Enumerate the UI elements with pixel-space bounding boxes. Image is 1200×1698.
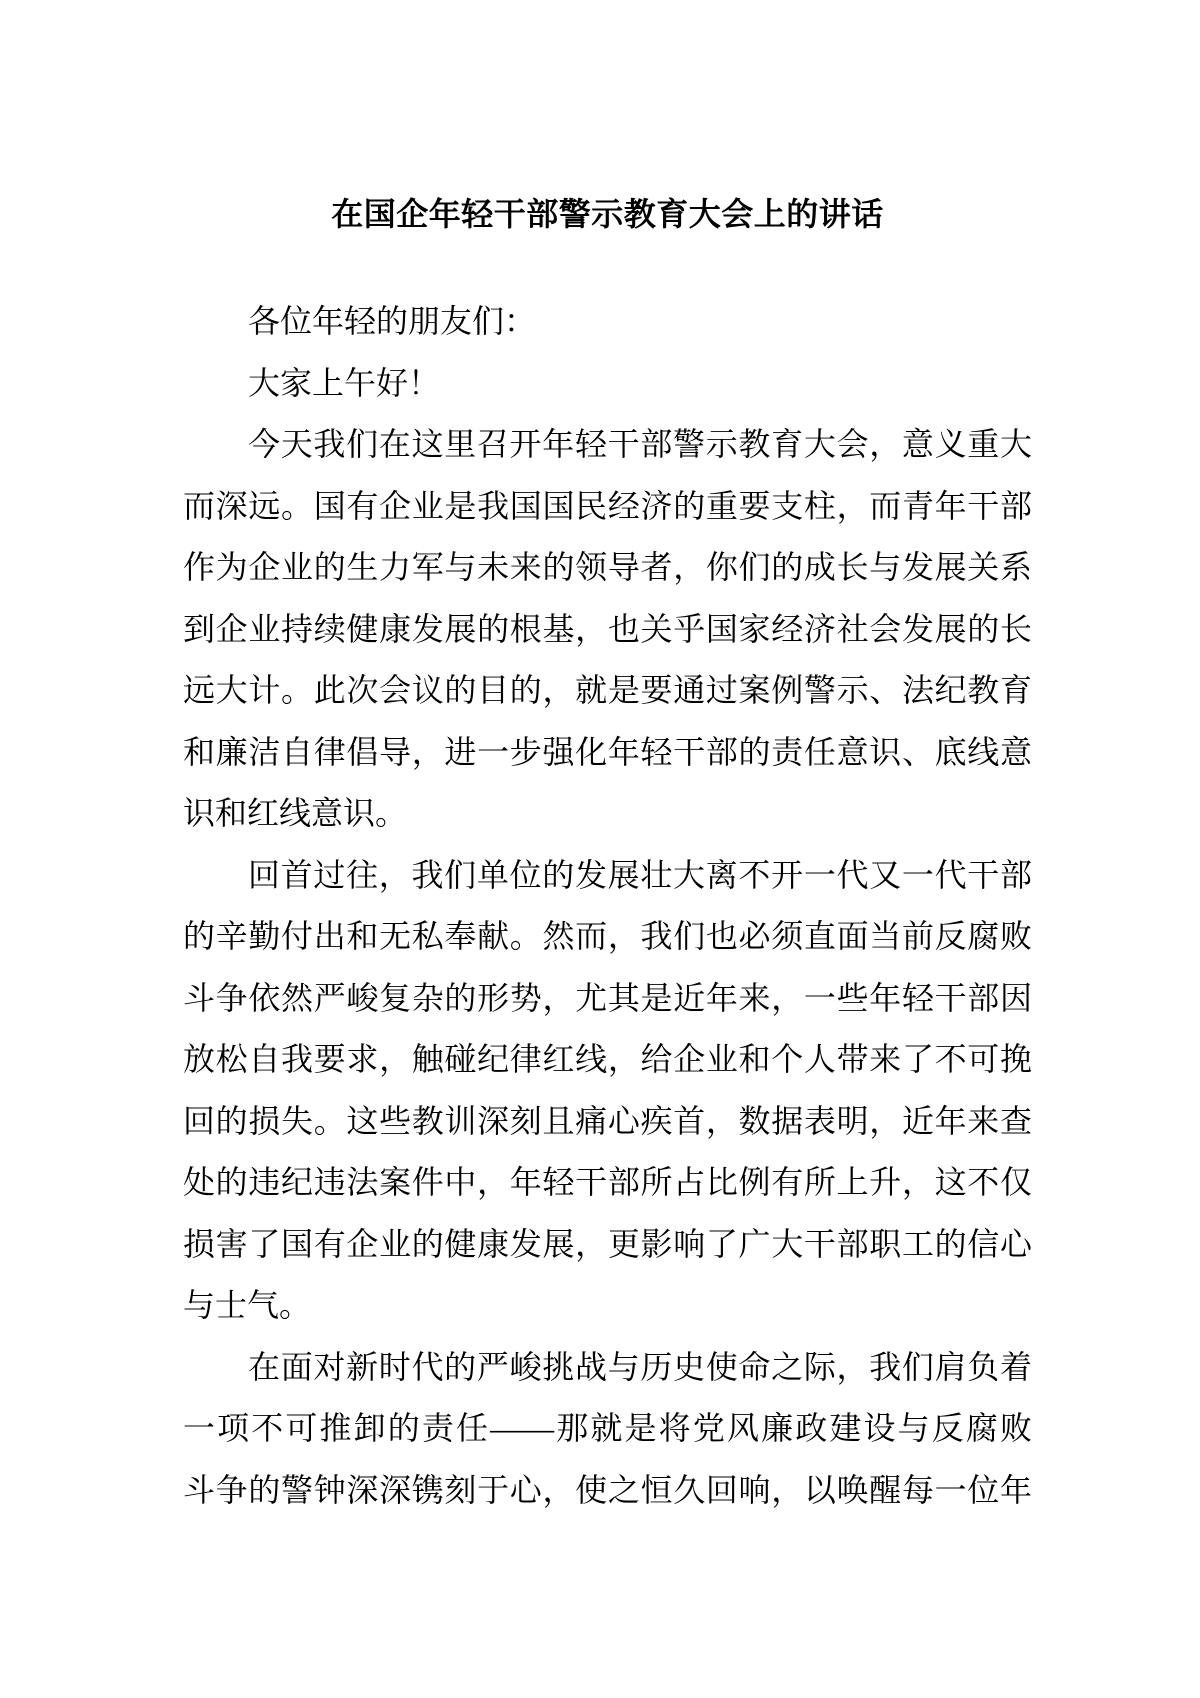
body-line: 识和红线意识。: [183, 795, 408, 831]
body-line: 损害了国有企业的健康发展，更影响了广大干部职工的信心: [183, 1225, 1032, 1262]
body-line: 到企业持续健康发展的根基，也关乎国家经济社会发展的长: [183, 610, 1032, 647]
body-line: 在面对新时代的严峻挑战与历史使命之际，我们肩负着: [248, 1348, 1032, 1385]
body-line: 的辛勤付出和无私奉献。然而，我们也必须直面当前反腐败: [183, 918, 1032, 954]
body-line: 而深远。国有企业是我国国民经济的重要支柱，而青年干部: [183, 487, 1032, 524]
body-line: 和廉洁自律倡导，进一步强化年轻干部的责任意识、底线意: [183, 733, 1032, 770]
body-line: 与士气。: [183, 1287, 312, 1323]
body-line: 各位年轻的朋友们：: [248, 303, 537, 339]
body-line: 大家上午好！: [248, 364, 441, 401]
body-line: 放松自我要求，触碰纪律红线，给企业和个人带来了不可挽: [183, 1041, 1032, 1077]
body-line: 一项不可推卸的责任——那就是将党风廉政建设与反腐败: [183, 1410, 1032, 1446]
body-line: 作为企业的生力军与未来的领导者，你们的成长与发展关系: [183, 549, 1032, 585]
body-line: 回首过往，我们单位的发展壮大离不开一代又一代干部: [248, 856, 1032, 893]
document-title: 在国企年轻干部警示教育大会上的讲话: [331, 196, 884, 232]
document-content: [183, 183, 1032, 1521]
body-line: 斗争的警钟深深镌刻于心，使之恒久回响，以唤醒每一位年: [183, 1471, 1032, 1508]
body-line: 斗争依然严峻复杂的形势，尤其是近年来，一些年轻干部因: [183, 979, 1032, 1016]
body-line: 远大计。此次会议的目的，就是要通过案例警示、法纪教育: [183, 672, 1032, 708]
body-line: 今天我们在这里召开年轻干部警示教育大会，意义重大: [248, 426, 1032, 462]
body-line: 处的违纪违法案件中，年轻干部所占比例有所上升，这不仅: [183, 1164, 1032, 1200]
body-line: 回的损失。这些教训深刻且痛心疾首，数据表明，近年来查: [183, 1102, 1032, 1139]
